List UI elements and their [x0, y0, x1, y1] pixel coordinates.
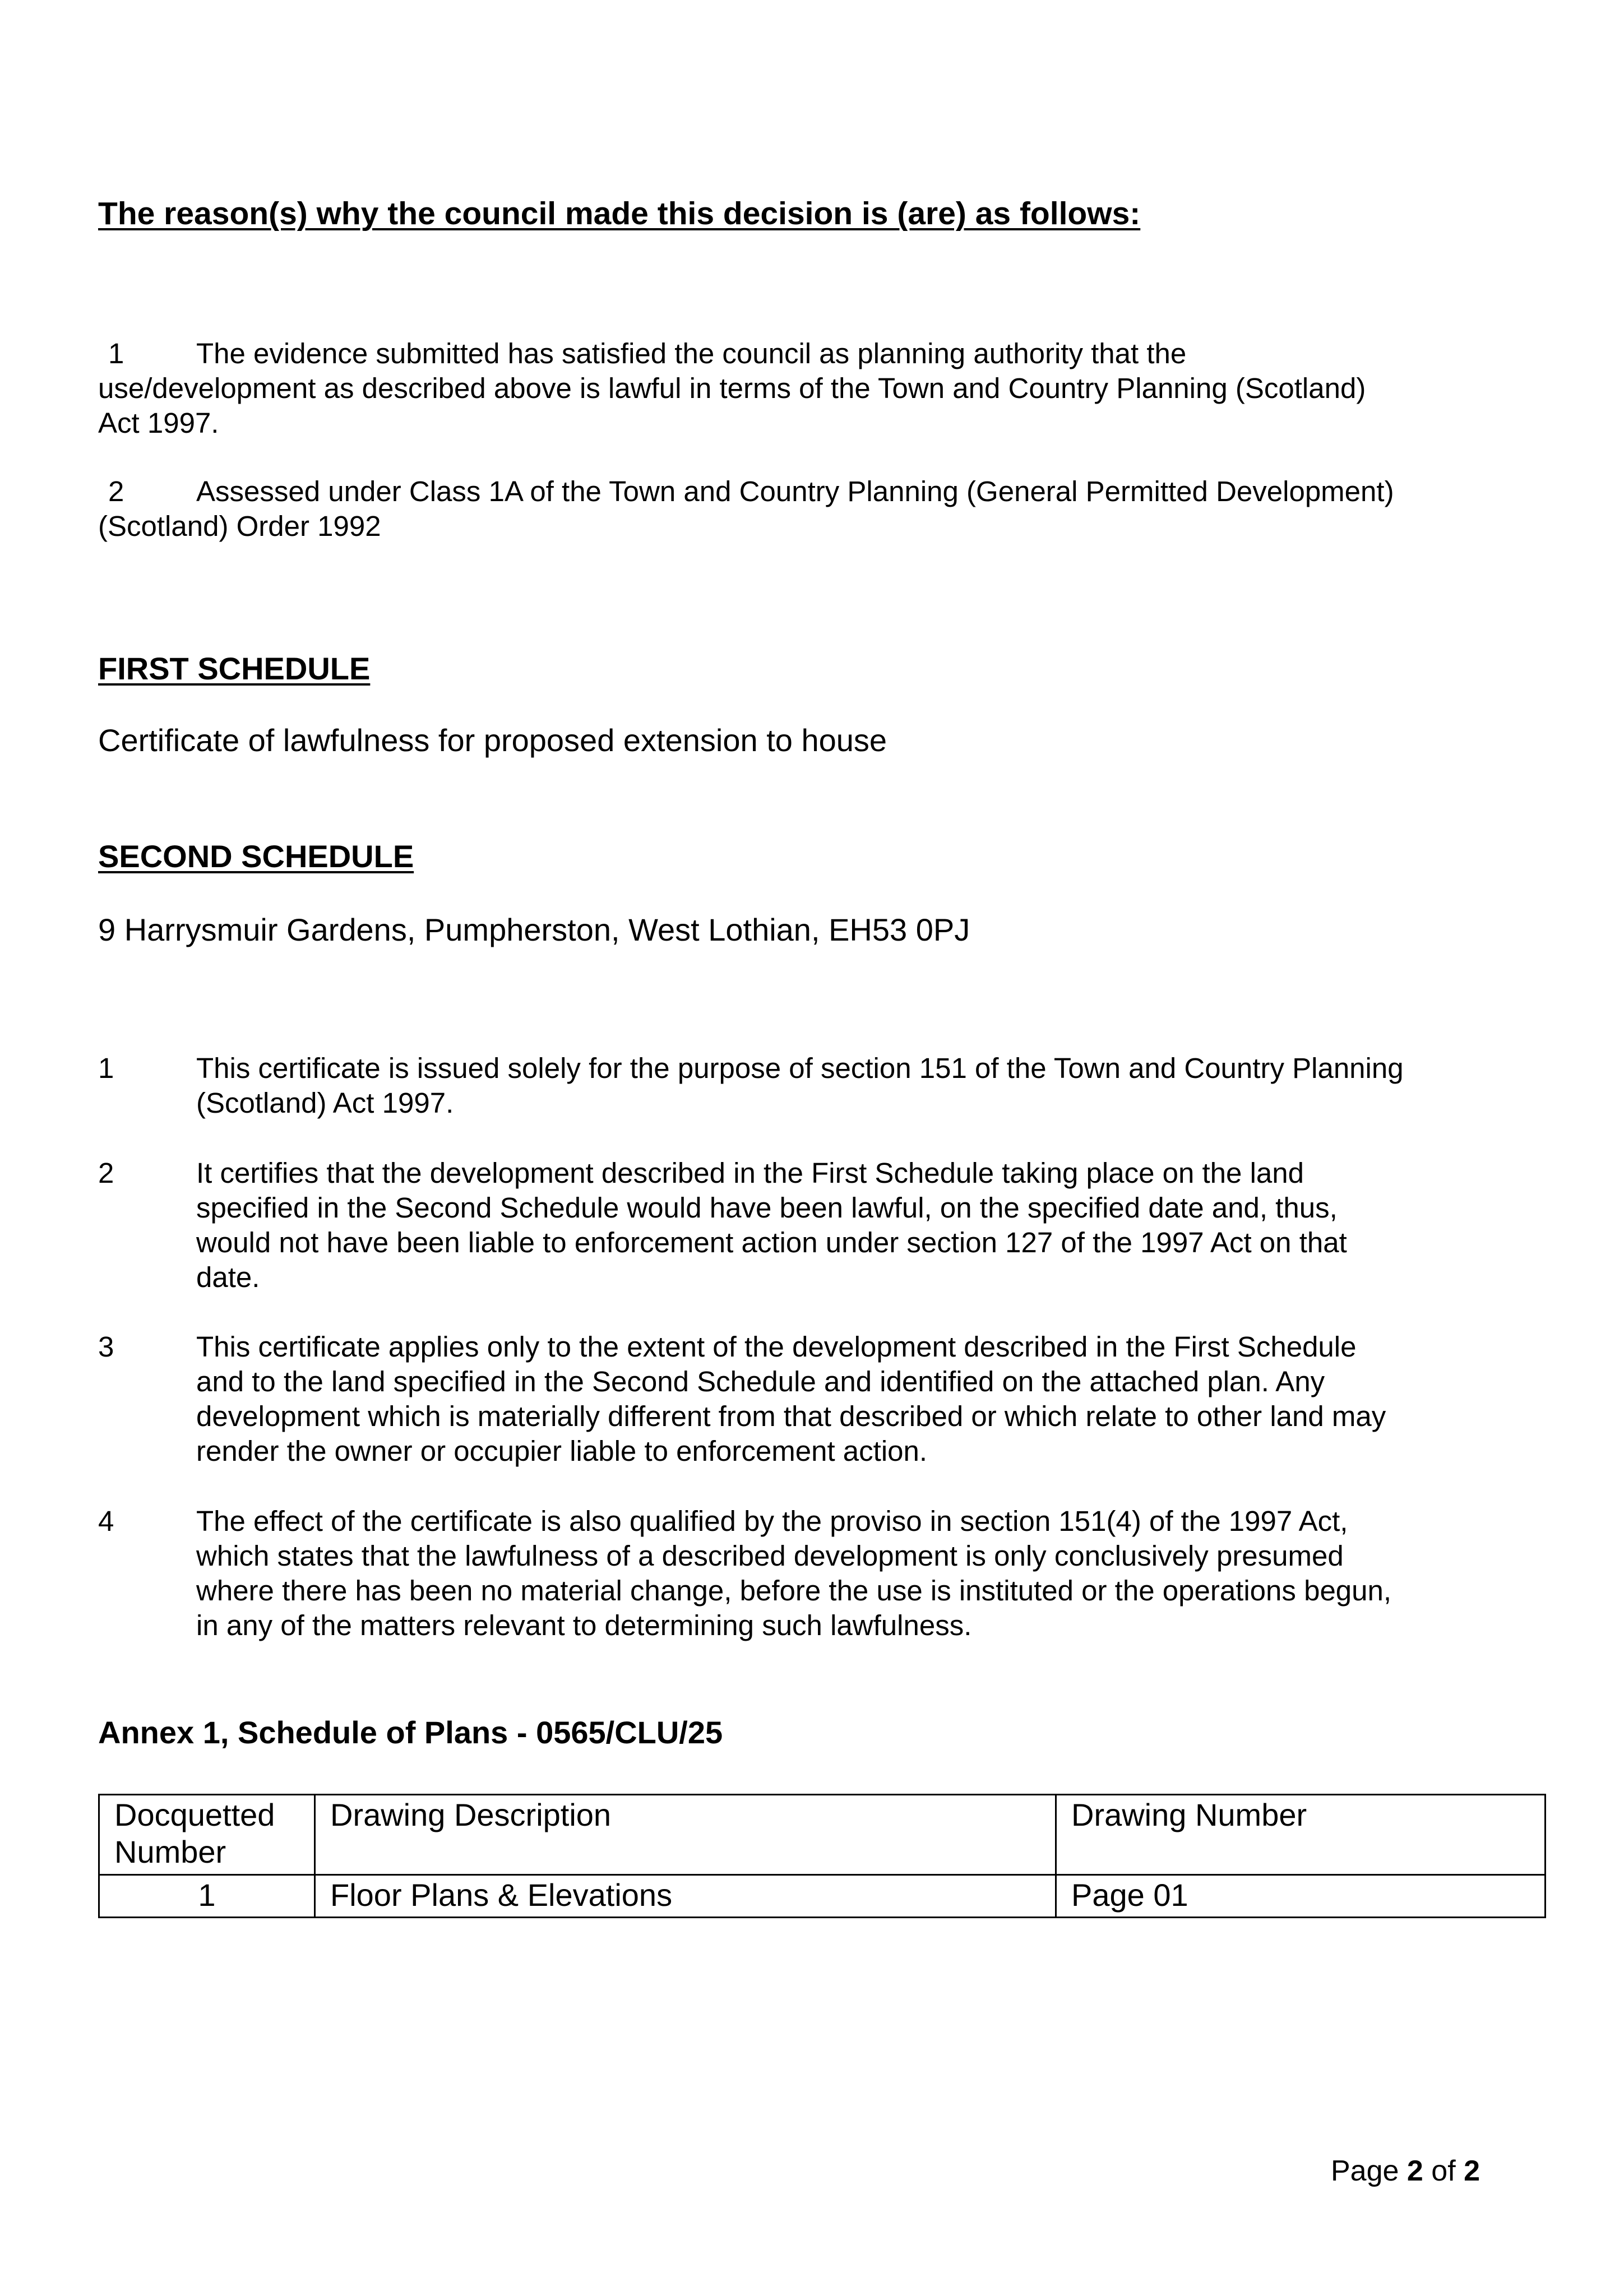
of-word: of — [1431, 2155, 1456, 2187]
note-number: 1 — [98, 1052, 114, 1084]
note-text-line: This certificate is issued solely for the purpose of section 151 of the Town and Country Planning — [196, 1052, 1404, 1084]
header-drawing-number: Drawing Number — [1056, 1795, 1546, 1875]
header-docquetted-number — [99, 1795, 315, 1875]
note-text-line: where there has been no material change, before the use is instituted or the operations begun, — [196, 1575, 1392, 1607]
reason-number: 2 — [108, 475, 124, 507]
note-text-line: This certificate applies only to the extent of the development described in the First Schedule — [196, 1331, 1357, 1363]
note-number: 4 — [98, 1505, 114, 1537]
reason-item-2 — [98, 474, 1544, 544]
note-text-line: (Scotland) Act 1997. — [196, 1087, 454, 1119]
reason-number: 1 — [108, 337, 124, 369]
note-text-line: in any of the matters relevant to determining such lawfulness. — [196, 1609, 972, 1641]
note-text-line: date. — [196, 1261, 260, 1293]
header-docquetted-line: Docquetted — [114, 1797, 275, 1832]
schedule-of-plans-table — [98, 1794, 1546, 1918]
note-text-line: development which is materially different from that described or which relate to other land may — [196, 1400, 1386, 1432]
first-schedule-heading: FIRST SCHEDULE — [98, 651, 371, 686]
note-number: 3 — [98, 1331, 114, 1363]
note-number: 2 — [98, 1157, 114, 1189]
reason-item-1 — [98, 336, 1544, 441]
reason-text-line: The evidence submitted has satisfied the council as planning authority that the — [196, 337, 1187, 369]
cell-drawing-number: Page 01 — [1056, 1875, 1546, 1918]
first-schedule-text: Certificate of lawfulness for proposed extension to house — [98, 723, 887, 758]
reason-text-line: Assessed under Class 1A of the Town and Country Planning (General Permitted Development) — [196, 475, 1394, 507]
cell-drawing-description: Floor Plans & Elevations — [315, 1875, 1056, 1918]
page-word: Page — [1331, 2155, 1399, 2187]
note-text-line: render the owner or occupier liable to enforcement action. — [196, 1435, 928, 1467]
total-pages: 2 — [1464, 2155, 1480, 2187]
reasons-heading: The reason(s) why the council made this decision is (are) as follows: — [98, 196, 1141, 232]
header-docquetted-line: Number — [114, 1834, 226, 1869]
header-drawing-description: Drawing Description — [315, 1795, 1056, 1875]
page-number — [1331, 2154, 1480, 2188]
note-text-line: specified in the Second Schedule would have been lawful, on the specified date and, thus, — [196, 1192, 1338, 1224]
table-header-row — [99, 1795, 1546, 1875]
current-page: 2 — [1406, 2155, 1423, 2187]
reason-text-line: (Scotland) Order 1992 — [98, 510, 381, 542]
reason-text-line: Act 1997. — [98, 407, 219, 439]
note-text-line: The effect of the certificate is also qualified by the proviso in section 151(4) of the 1997 Act, — [196, 1505, 1348, 1537]
annex-title: Annex 1, Schedule of Plans - 0565/CLU/25 — [98, 1715, 723, 1750]
cell-docquetted-number: 1 — [99, 1875, 315, 1918]
note-text-line: and to the land specified in the Second Schedule and identified on the attached plan. Any — [196, 1365, 1325, 1397]
table-row — [99, 1875, 1546, 1918]
note-text-line: It certifies that the development described in the First Schedule taking place on the land — [196, 1157, 1304, 1189]
note-text-line: would not have been liable to enforcement action under section 127 of the 1997 Act on that — [196, 1226, 1347, 1258]
reason-text-line: use/development as described above is lawful in terms of the Town and Country Planning (Scotland) — [98, 372, 1366, 404]
second-schedule-text: 9 Harrysmuir Gardens, Pumpherston, West Lothian, EH53 0PJ — [98, 912, 970, 947]
note-text-line: which states that the lawfulness of a described development is only conclusively presumed — [196, 1540, 1344, 1572]
second-schedule-heading: SECOND SCHEDULE — [98, 839, 414, 874]
